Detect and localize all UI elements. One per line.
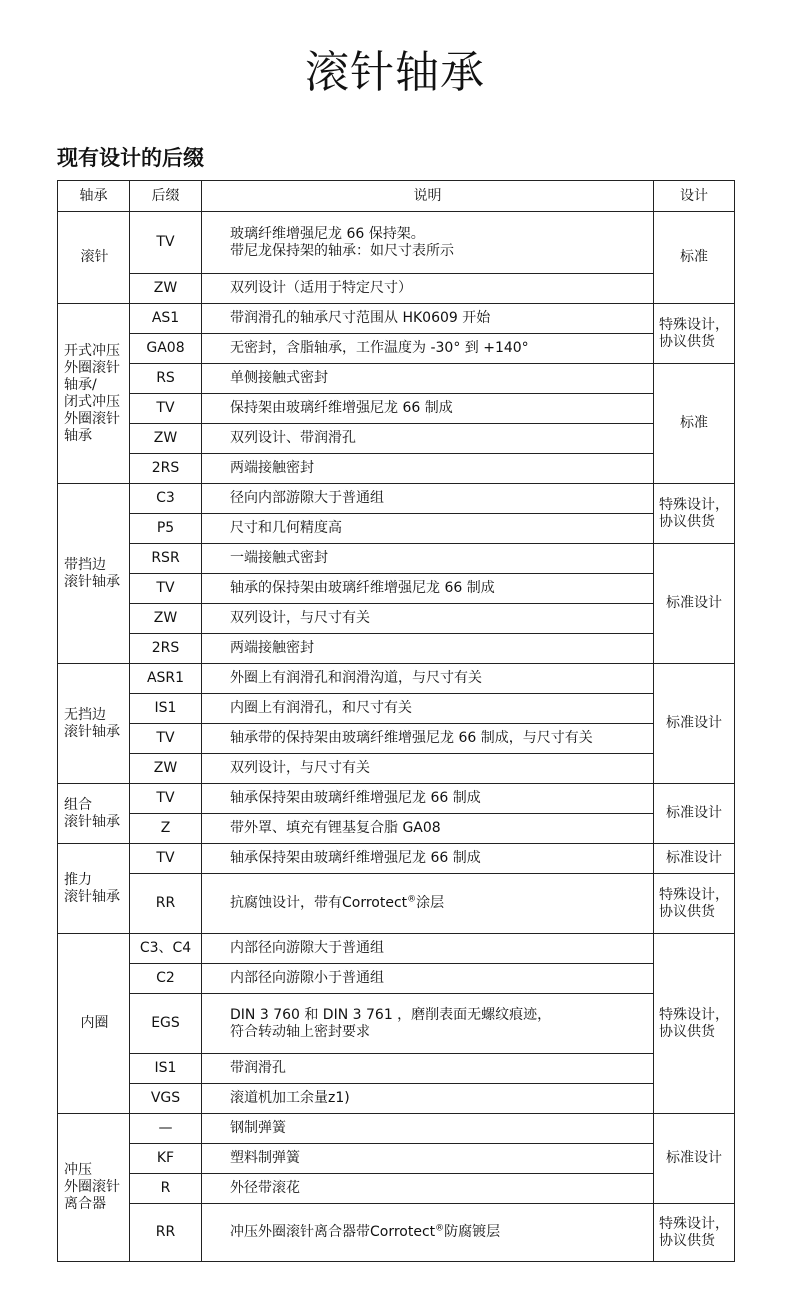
table-row <box>58 1084 735 1114</box>
description-cell <box>202 364 654 394</box>
description-text: 轴承带的保持架由玻璃纤维增强尼龙 66 制成，与尺寸有关 <box>230 730 593 746</box>
table-row <box>58 334 735 364</box>
table-row <box>58 934 735 964</box>
design-label: 标准设计 <box>666 805 722 821</box>
page-title: 滚针轴承 <box>305 47 485 98</box>
description-text: 抗腐蚀设计，带有Corrotect <box>230 895 408 911</box>
description-text: 两端接触密封 <box>230 640 314 656</box>
description-cell <box>202 484 654 514</box>
bearing-label: 滚针 <box>80 249 109 265</box>
suffix-cell: RSR <box>130 544 202 574</box>
description-text: 双列设计，与尺寸有关 <box>230 610 370 626</box>
table-row <box>58 694 735 724</box>
description-text-suffix: 涂层 <box>416 895 445 911</box>
bearing-cell <box>58 784 130 844</box>
bearing-cell <box>58 484 130 664</box>
table-row <box>58 754 735 784</box>
table-row <box>58 274 735 304</box>
bearing-label: 无挡边 滚针轴承 <box>64 706 120 740</box>
description-text: 双列设计（适用于特定尺寸） <box>230 280 412 296</box>
description-cell <box>202 604 654 634</box>
table-row <box>58 1204 735 1262</box>
design-cell <box>654 784 735 844</box>
table-header-row <box>58 181 735 212</box>
suffix-cell: IS1 <box>130 694 202 724</box>
suffix-cell: TV <box>130 844 202 874</box>
description-cell <box>202 574 654 604</box>
description-text: 保持架由玻璃纤维增强尼龙 66 制成 <box>230 400 453 416</box>
suffix-cell: ZW <box>130 754 202 784</box>
bearing-label: 内圈 <box>80 1015 109 1031</box>
table-row <box>58 844 735 874</box>
table-row <box>58 484 735 514</box>
description-text: 两端接触密封 <box>230 460 314 476</box>
description-text: 带外罩、填充有锂基复合脂 GA08 <box>230 820 441 836</box>
suffix-cell: EGS <box>130 994 202 1054</box>
design-label: 特殊设计， 协议供货 <box>659 886 729 920</box>
description-cell <box>202 1174 654 1204</box>
table-row <box>58 1114 735 1144</box>
design-label: 特殊设计， 协议供货 <box>659 1215 729 1249</box>
description-text: 外圈上有润滑孔和润滑沟道，与尺寸有关 <box>230 670 482 686</box>
design-cell <box>654 304 735 364</box>
table-row <box>58 634 735 664</box>
description-cell <box>202 304 654 334</box>
suffix-cell: AS1 <box>130 304 202 334</box>
description-text: 带润滑孔 <box>230 1060 286 1076</box>
description-cell <box>202 694 654 724</box>
suffix-cell: 2RS <box>130 454 202 484</box>
suffix-cell: ZW <box>130 274 202 304</box>
description-cell <box>202 424 654 454</box>
design-label: 特殊设计， 协议供货 <box>659 1006 729 1040</box>
suffix-cell: R <box>130 1174 202 1204</box>
description-cell <box>202 334 654 364</box>
description-text: 尺寸和几何精度高 <box>230 520 342 536</box>
suffix-cell: P5 <box>130 514 202 544</box>
description-cell <box>202 274 654 304</box>
suffix-cell: 2RS <box>130 634 202 664</box>
table-row <box>58 664 735 694</box>
bearing-cell <box>58 844 130 934</box>
description-cell <box>202 1054 654 1084</box>
description-cell <box>202 814 654 844</box>
suffix-cell: RR <box>130 1204 202 1262</box>
registered-mark: ® <box>407 894 417 905</box>
suffix-cell: TV <box>130 784 202 814</box>
header-bearing: 轴承 <box>58 181 130 212</box>
design-cell <box>654 544 735 664</box>
description-text: 径向内部游隙大于普通组 <box>230 490 384 506</box>
design-cell <box>654 934 735 1114</box>
table-row <box>58 964 735 994</box>
description-cell <box>202 394 654 424</box>
design-cell <box>654 1114 735 1204</box>
description-cell <box>202 454 654 484</box>
table-row <box>58 574 735 604</box>
suffix-cell: ZW <box>130 604 202 634</box>
suffix-cell: C3 <box>130 484 202 514</box>
description-cell <box>202 1204 654 1262</box>
suffix-cell: TV <box>130 724 202 754</box>
table-row <box>58 1174 735 1204</box>
description-text: 滚道机加工余量z1) <box>230 1090 350 1106</box>
description-text: 一端接触式密封 <box>230 550 328 566</box>
bearing-cell <box>58 1114 130 1262</box>
header-suffix: 后缀 <box>130 181 202 212</box>
description-text: 轴承的保持架由玻璃纤维增强尼龙 66 制成 <box>230 580 495 596</box>
description-text: 内部径向游隙小于普通组 <box>230 970 384 986</box>
bearing-cell <box>58 664 130 784</box>
description-text: 轴承保持架由玻璃纤维增强尼龙 66 制成 <box>230 850 481 866</box>
design-label: 标准设计 <box>666 850 722 866</box>
bearing-cell <box>58 934 130 1114</box>
table-row <box>58 454 735 484</box>
description-text: 带润滑孔的轴承尺寸范围从 HK0609 开始 <box>230 310 491 326</box>
suffix-cell: GA08 <box>130 334 202 364</box>
description-text: 内部径向游隙大于普通组 <box>230 940 384 956</box>
description-cell <box>202 934 654 964</box>
bearing-label: 带挡边 滚针轴承 <box>64 556 120 590</box>
suffix-cell: C2 <box>130 964 202 994</box>
suffix-cell: ASR1 <box>130 664 202 694</box>
registered-mark: ® <box>435 1223 445 1234</box>
design-label: 标准设计 <box>666 715 722 731</box>
table-row <box>58 994 735 1054</box>
suffix-cell: RR <box>130 874 202 934</box>
design-label: 标准设计 <box>666 595 722 611</box>
bearing-label: 组合 滚针轴承 <box>64 796 120 830</box>
header-design: 设计 <box>654 181 735 212</box>
description-cell <box>202 784 654 814</box>
suffix-cell: — <box>130 1114 202 1144</box>
table-row <box>58 424 735 454</box>
description-text: 无密封，含脂轴承，工作温度为 -30° 到 +140° <box>230 340 529 356</box>
suffix-cell: C3、C4 <box>130 934 202 964</box>
design-cell <box>654 364 735 484</box>
description-text: 外径带滚花 <box>230 1180 300 1196</box>
description-cell <box>202 544 654 574</box>
design-cell <box>654 874 735 934</box>
description-text: 钢制弹簧 <box>230 1120 286 1136</box>
bearing-label: 开式冲压 外圈滚针 轴承/ 闭式冲压 外圈滚针 轴承 <box>64 342 120 444</box>
design-cell <box>654 664 735 784</box>
description-text: 轴承保持架由玻璃纤维增强尼龙 66 制成 <box>230 790 481 806</box>
suffix-table <box>57 180 735 1262</box>
design-label: 特殊设计， 协议供货 <box>659 316 729 350</box>
design-label: 标准 <box>680 415 708 431</box>
description-text: 单侧接触式密封 <box>230 370 328 386</box>
description-cell <box>202 212 654 274</box>
suffix-cell: ZW <box>130 424 202 454</box>
suffix-cell: KF <box>130 1144 202 1174</box>
description-cell <box>202 664 654 694</box>
description-cell <box>202 844 654 874</box>
description-text: DIN 3 760 和 DIN 3 761 ，磨削表面无螺纹痕迹， 符合转动轴上密封要求 <box>230 1006 552 1040</box>
description-cell <box>202 874 654 934</box>
section-title: 现有设计的后缀 <box>57 146 204 170</box>
description-text-suffix: 防腐镀层 <box>444 1224 501 1240</box>
bearing-label: 冲压 外圈滚针 离合器 <box>64 1162 120 1212</box>
suffix-cell: TV <box>130 394 202 424</box>
bearing-label: 推力 滚针轴承 <box>64 871 120 905</box>
description-cell <box>202 634 654 664</box>
description-cell <box>202 1144 654 1174</box>
description-text: 双列设计，与尺寸有关 <box>230 760 370 776</box>
bearing-cell <box>58 212 130 304</box>
table-row <box>58 394 735 424</box>
header-description: 说明 <box>202 181 654 212</box>
suffix-cell: IS1 <box>130 1054 202 1084</box>
description-cell <box>202 994 654 1054</box>
suffix-cell: VGS <box>130 1084 202 1114</box>
table-row <box>58 304 735 334</box>
description-cell <box>202 964 654 994</box>
table-row <box>58 514 735 544</box>
table-row <box>58 874 735 934</box>
suffix-cell: TV <box>130 574 202 604</box>
table-row <box>58 604 735 634</box>
suffix-cell: RS <box>130 364 202 394</box>
description-text: 冲压外圈滚针离合器带Corrotect <box>230 1224 436 1240</box>
description-cell <box>202 1084 654 1114</box>
design-cell <box>654 484 735 544</box>
design-label: 标准 <box>680 249 708 265</box>
suffix-cell: Z <box>130 814 202 844</box>
description-cell <box>202 1114 654 1144</box>
table-row <box>58 212 735 274</box>
description-cell <box>202 754 654 784</box>
design-cell <box>654 1204 735 1262</box>
description-cell <box>202 514 654 544</box>
description-text: 塑料制弹簧 <box>230 1150 300 1166</box>
design-label: 标准设计 <box>666 1150 722 1166</box>
design-cell <box>654 844 735 874</box>
design-label: 特殊设计， 协议供货 <box>659 496 729 530</box>
table-row <box>58 544 735 574</box>
table-row <box>58 1054 735 1084</box>
table-row <box>58 1144 735 1174</box>
description-text: 双列设计、带润滑孔 <box>230 430 356 446</box>
suffix-cell: TV <box>130 212 202 274</box>
table-body <box>58 212 735 1262</box>
table-row <box>58 364 735 394</box>
table-row <box>58 814 735 844</box>
design-cell <box>654 212 735 304</box>
description-text: 玻璃纤维增强尼龙 66 保持架。 带尼龙保持架的轴承：如尺寸表所示 <box>230 225 454 259</box>
description-text: 内圈上有润滑孔，和尺寸有关 <box>230 700 412 716</box>
table-row <box>58 784 735 814</box>
bearing-cell <box>58 304 130 484</box>
description-cell <box>202 724 654 754</box>
table-row <box>58 724 735 754</box>
